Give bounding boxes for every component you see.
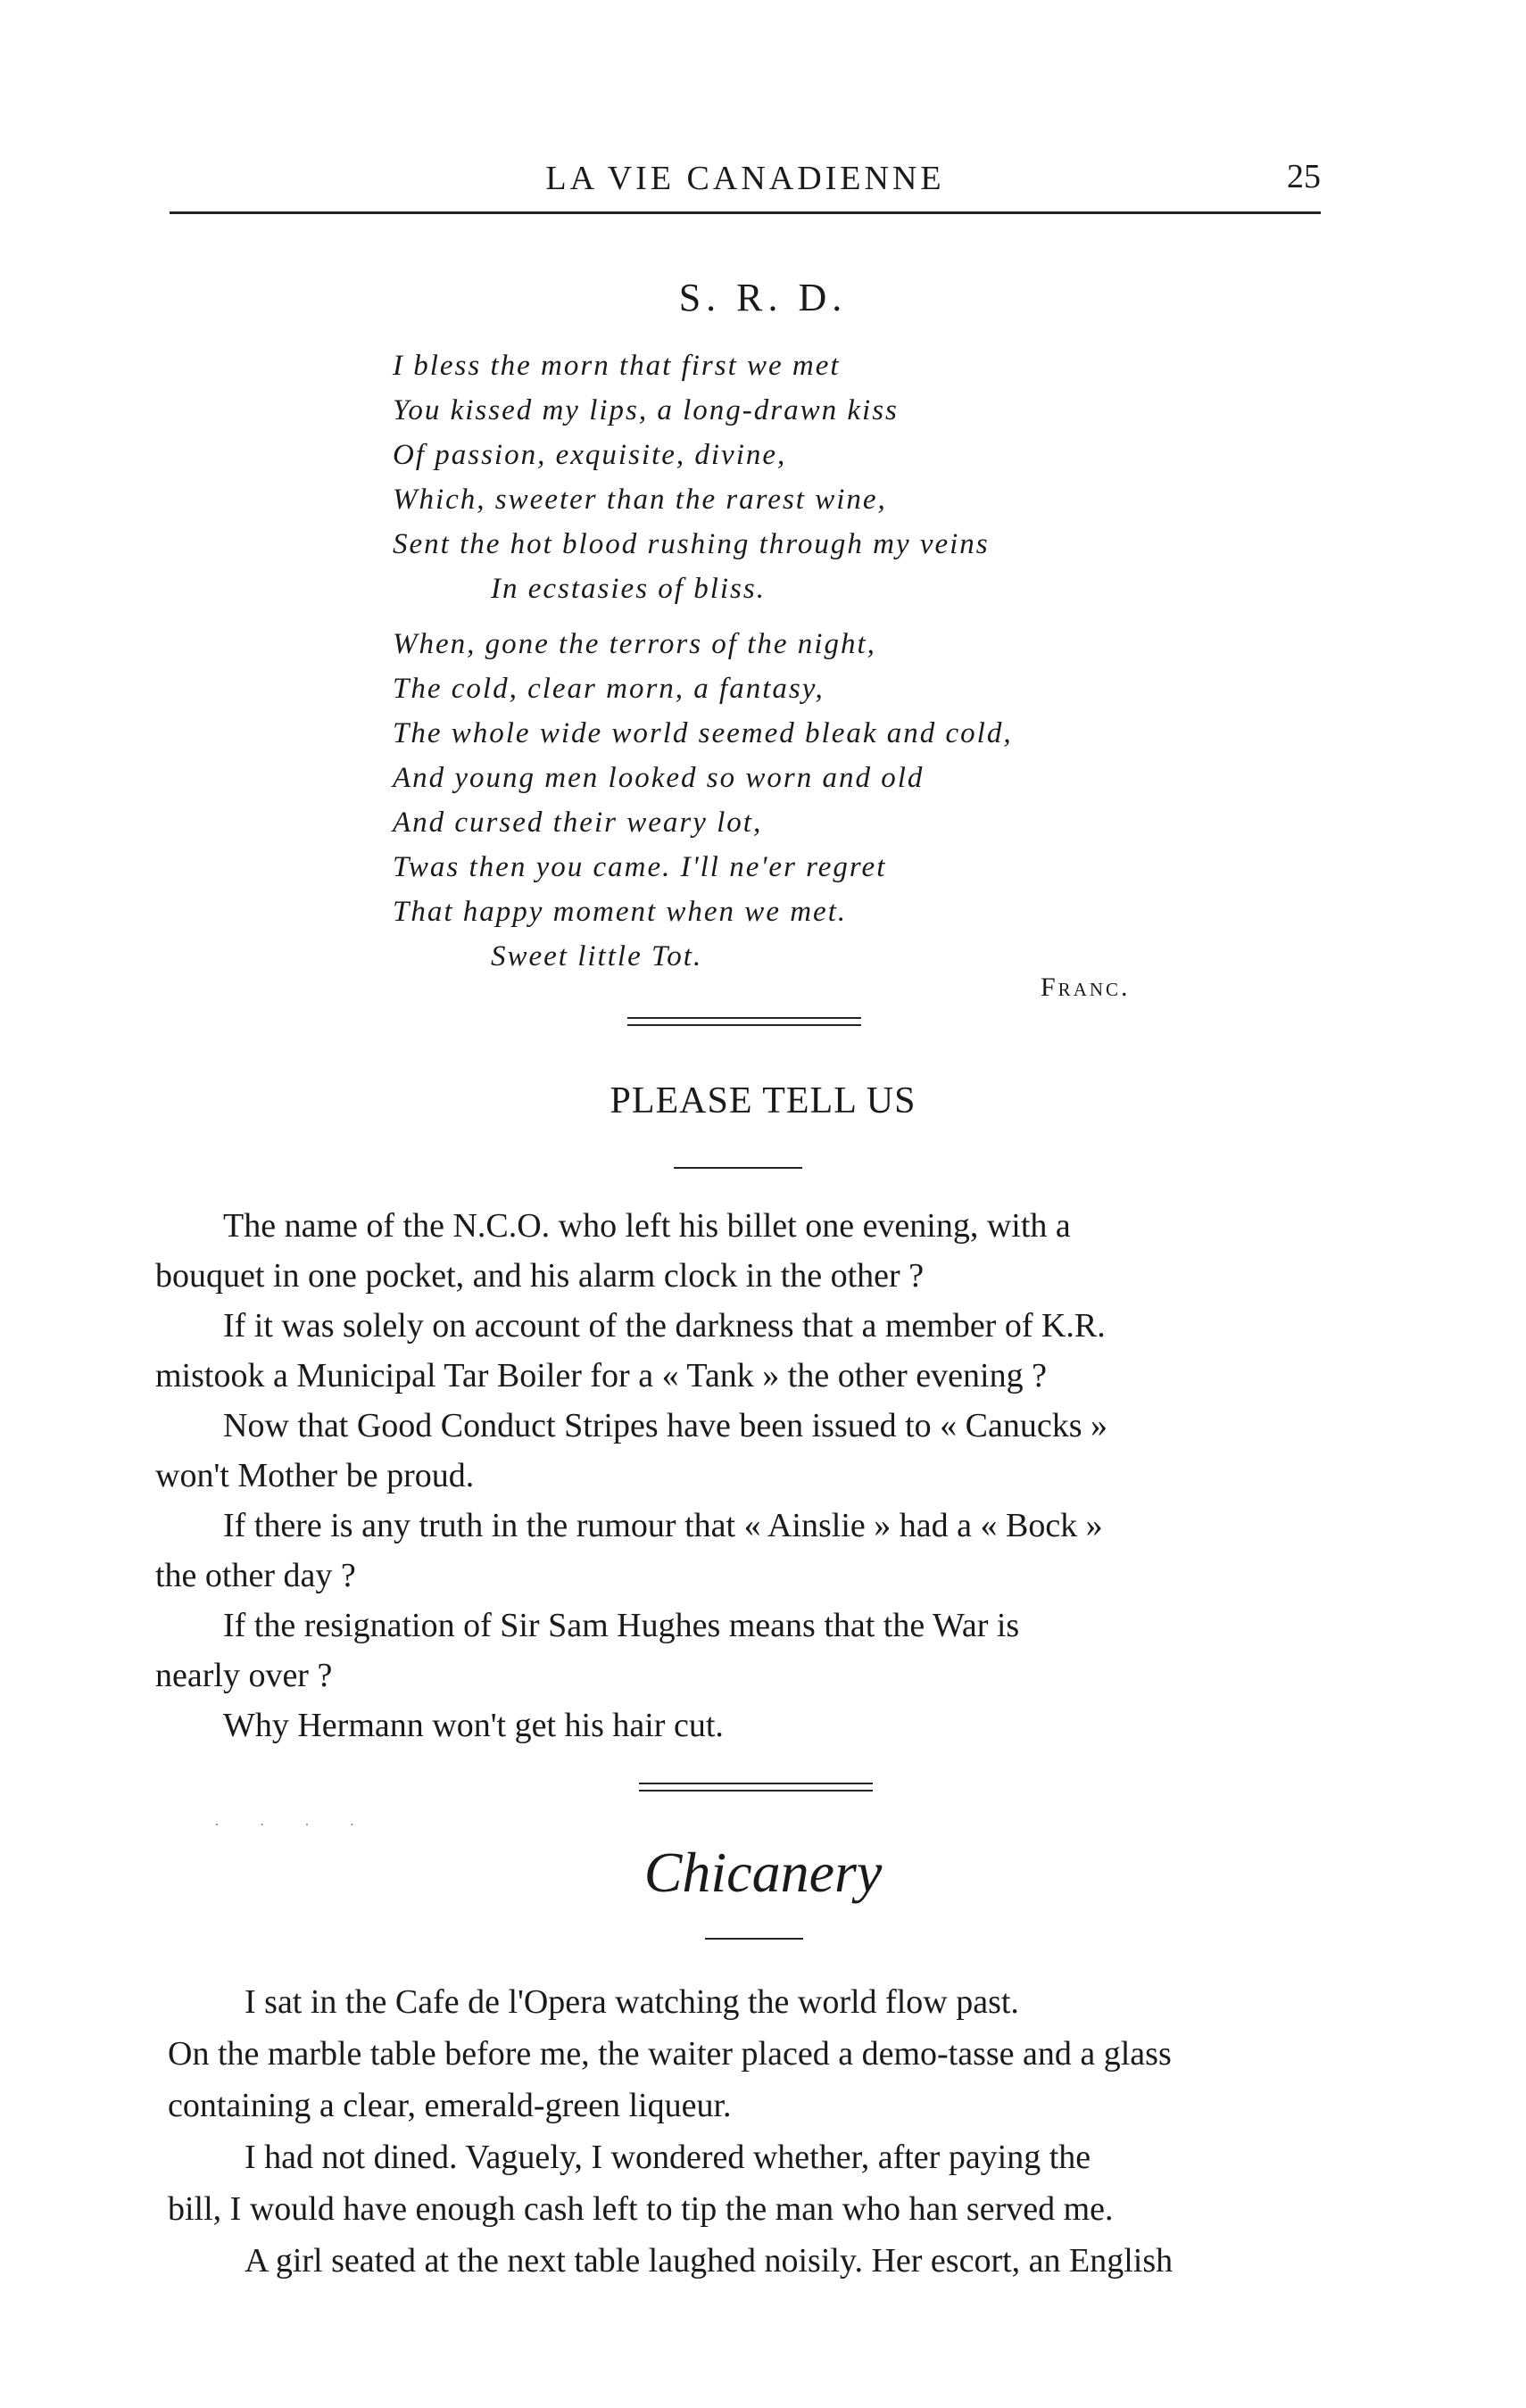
text-line: I sat in the Cafe de l'Opera watching the world flow past. — [245, 1983, 1019, 2021]
text-line: Why Hermann won't get his hair cut. — [223, 1707, 724, 1744]
text-line: If the resignation of Sir Sam Hughes means that the War is — [223, 1607, 1020, 1644]
text-line: If there is any truth in the rumour that « Ainslie » had a « Bock » — [223, 1507, 1103, 1544]
section-divider — [627, 1017, 861, 1026]
text-line: bouquet in one pocket, and his alarm clock in the other ? — [155, 1257, 925, 1295]
poem-signature: Franc. — [1041, 972, 1131, 1002]
poem-line: You kissed my lips, a long-drawn kiss — [393, 394, 899, 426]
running-head — [170, 157, 1321, 202]
poem-line: Sweet little Tot. — [491, 940, 703, 972]
poem-line: Of passion, exquisite, divine, — [393, 439, 787, 471]
text-line: Now that Good Conduct Stripes have been issued to « Canucks » — [223, 1407, 1108, 1444]
text-line: containing a clear, emerald-green liqueur. — [168, 2087, 732, 2124]
text-line: A girl seated at the next table laughed noisily. Her escort, an English — [245, 2242, 1174, 2280]
section-title: PLEASE TELL US — [610, 1080, 916, 1121]
text-line: the other day ? — [155, 1557, 356, 1594]
text-line: mistook a Municipal Tar Boiler for a « Tank » the other evening ? — [155, 1357, 1047, 1394]
page-number: 25 — [1287, 158, 1321, 195]
poem-line: That happy moment when we met. — [393, 896, 848, 928]
poem-line: Which, sweeter than the rarest wine, — [393, 484, 887, 516]
poem-line: Sent the hot blood rushing through my veins — [393, 528, 990, 560]
text-line: If it was solely on account of the darkness that a member of K.R. — [223, 1307, 1106, 1345]
poem-line: The whole wide world seemed bleak and cold, — [393, 717, 1013, 749]
print-specks: · · · · — [214, 1816, 373, 1833]
title-underline — [705, 1938, 803, 1940]
poem-title: S. R. D. — [678, 276, 848, 319]
text-line: bill, I would have enough cash left to tip the man who han served me. — [168, 2190, 1114, 2228]
story-title: Chicanery — [643, 1841, 883, 1904]
text-line: On the marble table before me, the waiter placed a demo-tasse and a glass — [168, 2035, 1172, 2073]
poem-line: Twas then you came. I'll ne'er regret — [393, 851, 887, 883]
poem-line: I bless the morn that first we met — [393, 350, 841, 382]
running-title: LA VIE CANADIENNE — [545, 160, 945, 197]
poem-line: In ecstasies of bliss. — [491, 573, 766, 605]
poem-line: When, gone the terrors of the night, — [393, 628, 876, 660]
poem-line: And young men looked so worn and old — [393, 762, 925, 794]
section-divider — [639, 1783, 873, 1792]
poem-line: And cursed their weary lot, — [393, 807, 763, 839]
title-underline — [674, 1167, 802, 1169]
text-line: The name of the N.C.O. who left his billet one evening, with a — [223, 1207, 1071, 1245]
text-line: I had not dined. Vaguely, I wondered whether, after paying the — [245, 2139, 1091, 2176]
header-rule — [170, 211, 1321, 214]
poem-line: The cold, clear morn, a fantasy, — [393, 673, 825, 705]
text-line: nearly over ? — [155, 1657, 333, 1694]
text-line: won't Mother be proud. — [155, 1457, 475, 1494]
